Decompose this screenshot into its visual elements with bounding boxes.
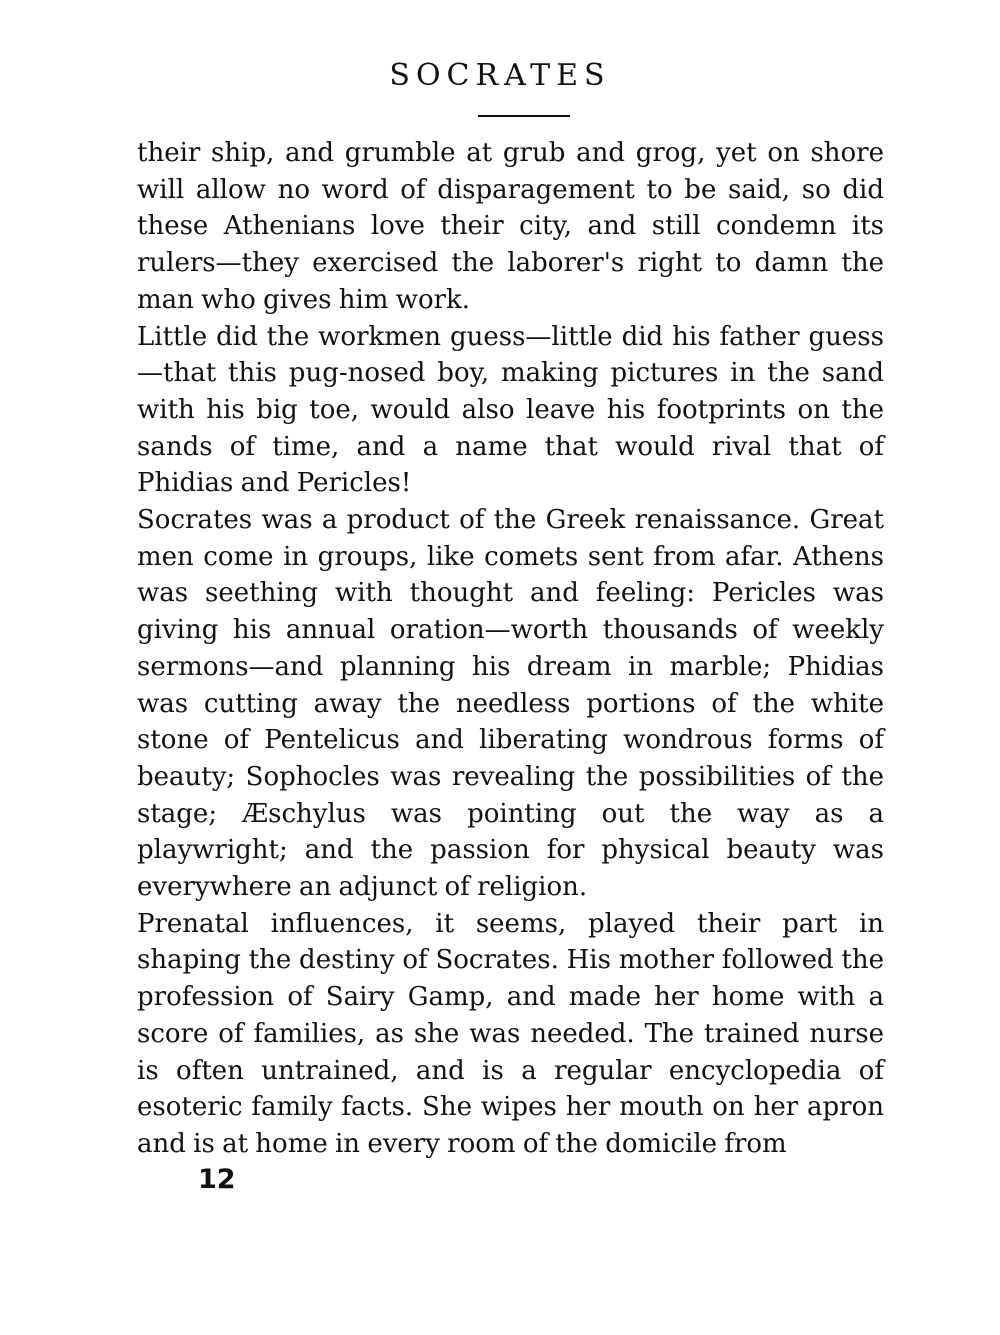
- running-head-title: SOCRATES: [389, 58, 611, 93]
- header-rule: [478, 115, 570, 117]
- paragraph: Prenatal influences, it seems, played their part in shaping the destiny of Socrates. His mother followed the profession of Sairy Gamp, and made her home with a score of families, as she was needed. The trained nurse is often untrained, and is a regular encyclopedia of esoteric family facts. She wipes her mouth on her apron and is at home in every room of the domicile from: [137, 908, 884, 1159]
- page-number: 12: [198, 1164, 236, 1195]
- paragraph: Little did the workmen guess—little did his father guess—that this pug-nosed boy, making pictures in the sand with his big toe, would also leave his footprints on the sands of time, and a name that would rival that of Phidias and Pericles!: [137, 321, 884, 499]
- paragraph: Socrates was a product of the Greek renaissance. Great men come in groups, like comets sent from afar. Athens was seething with thought and feeling: Pericles was giving his annual oration—worth thousands of weekly sermons—and planning his dream in marble; Phidias was cutting away the needless portions of the white stone of Pentelicus and liberating wondrous forms of beauty; Sophocles was revealing the possibilities of the stage; Æschylus was pointing out the way as a playwright; and the passion for physical beauty was everywhere an adjunct of religion.: [137, 505, 884, 903]
- paragraph: their ship, and grumble at grub and grog, yet on shore will allow no word of disparagement to be said, so did these Athenians love their city, and still condemn its rulers—they exercised the laborer's right to damn the man who gives him work.: [137, 138, 884, 315]
- body-text: [137, 135, 884, 1163]
